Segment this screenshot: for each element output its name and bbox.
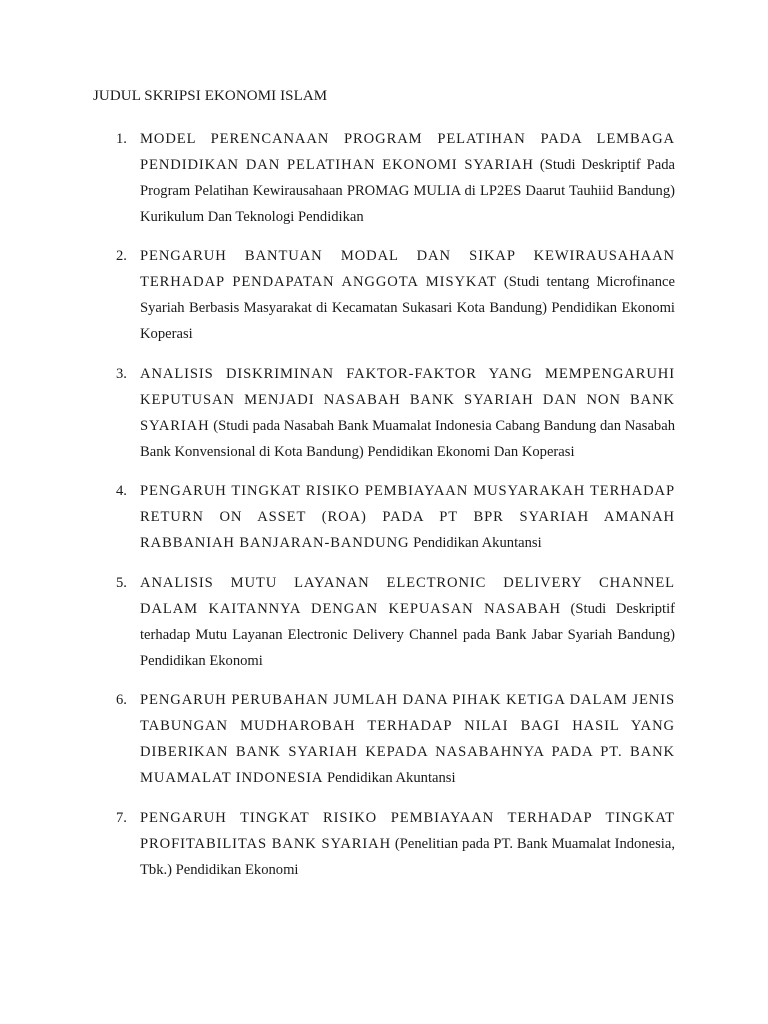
list-item-text <box>140 361 675 465</box>
list-item-title: ANALISIS MUTU LAYANAN ELECTRONIC DELIVERY CHANNEL DALAM KAITANNYA DENGAN KEPUASAN NASABAH <box>140 575 675 617</box>
list-item-title: PENGARUH TINGKAT RISIKO PEMBIAYAAN MUSYARAKAH TERHADAP RETURN ON ASSET (ROA) PADA PT BPR SYARIAH AMANAH RABBANIAH BANJARAN-BANDUNG <box>140 483 675 551</box>
list-item-number: 2. <box>116 248 127 264</box>
list-item-number: 4. <box>116 483 127 499</box>
list-item-detail: Pendidikan Akuntansi <box>409 535 542 551</box>
list-item-number: 7. <box>116 810 127 826</box>
list-item-title: ANALISIS DISKRIMINAN FAKTOR-FAKTOR YANG MEMPENGARUHI KEPUTUSAN MENJADI NASABAH BANK SYARIAH DAN NON BANK SYARIAH <box>140 366 675 434</box>
list-item-text <box>140 126 675 230</box>
list-item-title: PENGARUH BANTUAN MODAL DAN SIKAP KEWIRAUSAHAAN TERHADAP PENDAPATAN ANGGOTA MISYKAT <box>140 248 675 290</box>
list-item-number: 3. <box>116 366 127 382</box>
list-item-detail: (Studi pada Nasabah Bank Muamalat Indonesia Cabang Bandung dan Nasabah Bank Konvensional di Kota Bandung) Pendidikan Ekonomi Dan Koperasi <box>140 418 675 460</box>
list-item-title: PENGARUH PERUBAHAN JUMLAH DANA PIHAK KETIGA DALAM JENIS TABUNGAN MUDHAROBAH TERHADAP NILAI BAGI HASIL YANG DIBERIKAN BANK SYARIAH KEPADA NASABAHNYA PADA PT. BANK MUAMALAT INDONESIA <box>140 692 675 786</box>
list-item-text <box>140 478 675 556</box>
list-item-detail: Pendidikan Akuntansi <box>323 770 456 786</box>
list-item-text <box>140 805 675 883</box>
document-title: JUDUL SKRIPSI EKONOMI ISLAM <box>93 88 328 104</box>
list-item-text <box>140 687 675 791</box>
list-item-number: 1. <box>116 131 127 147</box>
list-item-detail: (Penelitian pada PT. Bank Muamalat Indonesia, Tbk.) Pendidikan Ekonomi <box>140 836 675 878</box>
list-item-text <box>140 243 675 347</box>
list-item-text <box>140 570 675 674</box>
list-item-title: MODEL PERENCANAAN PROGRAM PELATIHAN PADA LEMBAGA PENDIDIKAN DAN PELATIHAN EKONOMI SYARIAH <box>140 131 675 173</box>
list-item-detail: (Studi Deskriptif terhadap Mutu Layanan Electronic Delivery Channel pada Bank Jabar Syariah Bandung) Pendidikan Ekonomi <box>140 601 675 669</box>
list-item-number: 5. <box>116 575 127 591</box>
list-item-detail: (Studi Deskriptif Pada Program Pelatihan Kewirausahaan PROMAG MULIA di LP2ES Daarut Tauhiid Bandung) Kurikulum Dan Teknologi Pendidikan <box>140 157 675 225</box>
list-item-title: PENGARUH TINGKAT RISIKO PEMBIAYAAN TERHADAP TINGKAT PROFITABILITAS BANK SYARIAH <box>140 810 675 852</box>
list-item-number: 6. <box>116 692 127 708</box>
list-item-detail: (Studi tentang Microfinance Syariah Berbasis Masyarakat di Kecamatan Sukasari Kota Bandung) Pendidikan Ekonomi Koperasi <box>140 274 675 342</box>
